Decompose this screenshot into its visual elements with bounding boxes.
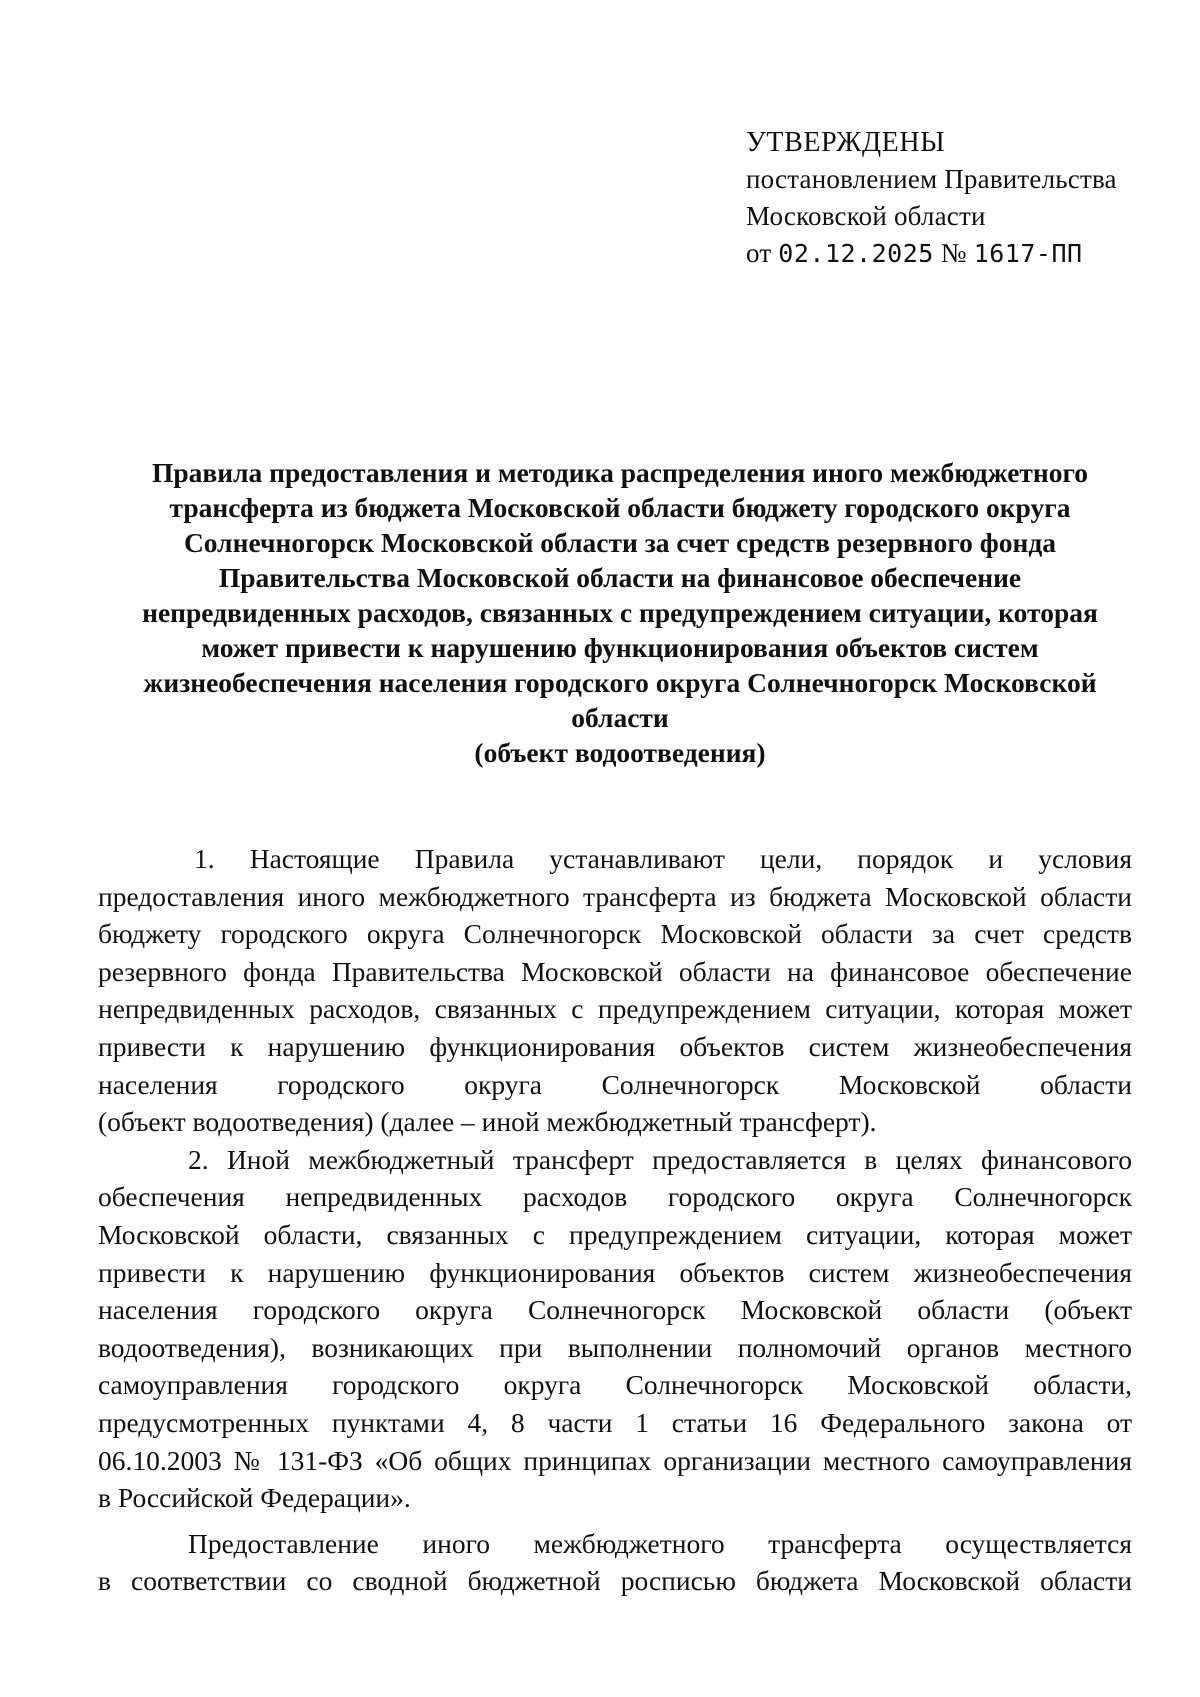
text-line: Предоставление иного межбюджетного трансферта осуществляется [188, 1527, 1132, 1559]
approval-heading: УТВЕРЖДЕНЫ [746, 127, 946, 158]
title-line: (объект водоотведения) [474, 737, 766, 768]
approval-number: 1617-ПП [973, 239, 1083, 268]
approval-line-2: Московской области [746, 201, 986, 231]
text-line: Московской области, связанных с предупреждением ситуации, которая может [98, 1218, 1132, 1250]
paragraph-1 [98, 840, 1132, 1141]
text-line: резервного фонда Правительства Московской области на финансовое обеспечение [98, 955, 1132, 987]
text-line: 2. Иной межбюджетный трансферт предоставляется в целях финансового [188, 1143, 1132, 1175]
title-line: Солнечногорск Московской области за счет средств резервного фонда [183, 527, 1057, 558]
text-line: предоставления иного межбюджетного трансферта из бюджета Московской области [98, 880, 1132, 912]
approval-date-line [746, 235, 1117, 272]
paragraph-2 [98, 1141, 1132, 1517]
text-line: водоотведения), возникающих при выполнении полномочий органов местного [98, 1331, 1132, 1363]
approval-line-1: постановлением Правительства [746, 164, 1117, 194]
text-line: 1. Настоящие Правила устанавливают цели, порядок и условия [194, 843, 1132, 874]
title-line: жизнеобеспечения населения городского округа Солнечногорск Московской [143, 667, 1097, 698]
text-line: 06.10.2003 № 131-ФЗ «Об общих принципах организации местного самоуправления [98, 1444, 1132, 1476]
title-line: области [571, 702, 669, 733]
text-line: привести к нарушению функционирования объектов систем жизнеобеспечения [98, 1256, 1132, 1288]
text-line: бюджету городского округа Солнечногорск Московской области за счет средств [98, 918, 1132, 950]
approval-number-sign: № [940, 238, 967, 268]
title-line: Правительства Московской области на финансовое обеспечение [218, 562, 1022, 593]
approval-block [746, 124, 1117, 272]
text-line: в соответствии со сводной бюджетной росписью бюджета Московской области [98, 1565, 1132, 1597]
text-line: в Российской Федерации». [98, 1482, 411, 1514]
approval-date-prefix: от [746, 238, 772, 268]
paragraph-gap [98, 1517, 1132, 1525]
paragraph-3 [98, 1525, 1132, 1600]
title-line: может привести к нарушению функционирования объектов систем [201, 632, 1039, 663]
text-line: населения городского округа Солнечногорск Московской области (объект [98, 1294, 1132, 1326]
text-line: непредвиденных расходов, связанных с предупреждением ситуации, которая может [98, 993, 1132, 1025]
document-title [120, 455, 1120, 770]
text-line: (объект водоотведения) (далее – иной межбюджетный трансферт). [98, 1106, 877, 1138]
title-line: непредвиденных расходов, связанных с предупреждением ситуации, которая [142, 597, 1098, 628]
text-line: обеспечения непредвиденных расходов городского округа Солнечногорск [98, 1181, 1132, 1213]
text-line: самоуправления городского округа Солнечногорск Московской области, [98, 1369, 1132, 1401]
text-line: предусмотренных пунктами 4, 8 части 1 статьи 16 Федерального закона от [98, 1406, 1132, 1438]
title-line: трансферта из бюджета Московской области бюджету городского округа [169, 492, 1071, 523]
text-line: населения городского округа Солнечногорск Московской области [98, 1068, 1132, 1100]
approval-date: 02.12.2025 [778, 239, 934, 268]
text-line: привести к нарушению функционирования объектов систем жизнеобеспечения [98, 1030, 1132, 1062]
title-line: Правила предоставления и методика распределения иного межбюджетного [151, 457, 1089, 488]
document-body [98, 840, 1132, 1600]
